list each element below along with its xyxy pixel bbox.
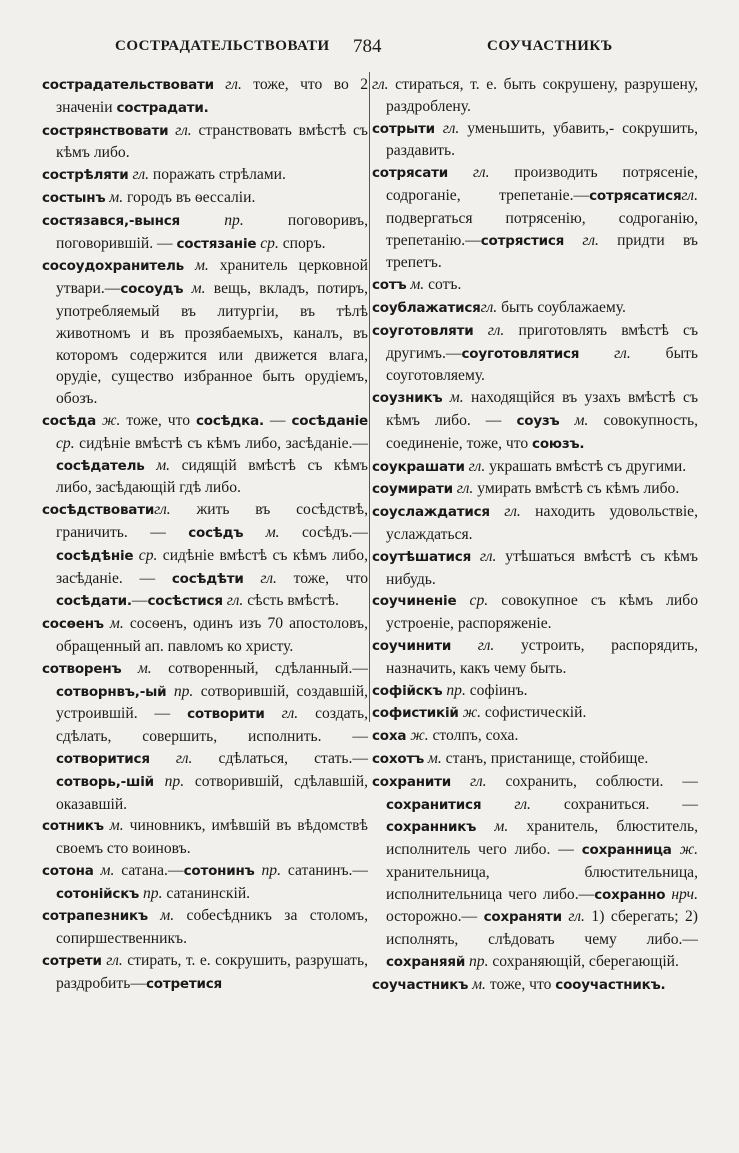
headword: сотникъ	[42, 818, 104, 835]
headword: сотонинъ	[183, 862, 255, 879]
part-of-speech: м.	[144, 456, 171, 474]
part-of-speech: ж.	[96, 411, 121, 429]
headword: сосѣдка.	[195, 412, 264, 429]
headword: софійскъ	[372, 682, 443, 699]
definition-text: находящійся въ узахъ вмѣстѣ съ кѣмъ либо. —	[386, 389, 699, 429]
definition-text: сатанинъ.—	[280, 861, 369, 879]
headword: сотретися	[145, 975, 223, 992]
headword: состязався,-вынся	[42, 212, 181, 229]
dictionary-entry	[42, 120, 368, 165]
part-of-speech: ж.	[671, 841, 698, 859]
dictionary-entry	[372, 590, 698, 635]
definition-text: подвергаться потрясенію, содроганію, трепетанію.—	[386, 209, 698, 249]
left-column	[42, 74, 368, 996]
part-of-speech: пр.	[139, 884, 163, 902]
page-number: 784	[353, 36, 382, 57]
headword: сострадательствовати	[42, 77, 214, 93]
part-of-speech: м.	[184, 257, 209, 275]
right-column	[372, 74, 698, 997]
headword: сохотъ	[372, 750, 425, 767]
definition-text: хранитель, блюститель, исполнитель чего либо. —	[386, 818, 698, 859]
column-divider	[369, 72, 370, 722]
part-of-speech: гл.	[434, 119, 460, 137]
definition-text: сатана.—	[114, 861, 184, 879]
definition-text: стираться, т. е. быть сокрушену, разрушену, раздроблену.	[386, 76, 698, 115]
definition-text: поражать стрѣлами.	[149, 166, 286, 184]
part-of-speech: пр.	[465, 953, 489, 971]
headword: сосѣданіе	[291, 412, 368, 429]
definition-text: быть соублажаему.	[497, 298, 626, 316]
part-of-speech: ср.	[456, 592, 489, 610]
dictionary-entry	[372, 748, 698, 771]
headword: сохранница	[581, 842, 672, 859]
part-of-speech: пр.	[153, 772, 185, 790]
dictionary-entry	[372, 974, 698, 997]
headword: сохраняти	[483, 909, 562, 926]
headword: сотона	[42, 862, 94, 879]
definition-text: сотъ.	[424, 276, 462, 294]
part-of-speech: гл.	[101, 952, 123, 970]
part-of-speech: м.	[121, 659, 152, 677]
part-of-speech: гл.	[154, 501, 171, 519]
definition-text: сохраняющій, сберегающій.	[488, 953, 679, 971]
part-of-speech: гл.	[213, 76, 242, 93]
dictionary-entry	[42, 613, 368, 658]
headword: сосѣда	[42, 412, 97, 429]
part-of-speech: гл.	[128, 166, 150, 184]
dictionary-entry	[42, 74, 368, 120]
part-of-speech: м.	[476, 818, 509, 836]
definition-text: сидѣніе вмѣстѣ съ кѣмъ либо, засѣданіе.—	[74, 434, 368, 452]
headword: сосѣдѣніе	[56, 547, 134, 564]
definition-text: чиновникъ, имѣвшій въ вѣдомствѣ своемъ сто воиновъ.	[56, 817, 368, 858]
headword: сохранникъ	[386, 819, 477, 836]
definition-text: хранительница, блюстительница, исполнительница чего либо.—	[386, 863, 698, 903]
definition-text: сидящій вмѣстѣ съ кѣмъ либо, засѣдающій гдѣ либо.	[56, 456, 368, 497]
definition-text: осторожно.—	[386, 908, 484, 926]
dictionary-entry	[372, 320, 698, 387]
headword: соучиненіе	[372, 593, 457, 610]
part-of-speech: м.	[243, 523, 280, 541]
headword: сотрапезникъ	[42, 908, 148, 925]
part-of-speech: ср.	[256, 234, 279, 252]
part-of-speech: гл.	[481, 795, 531, 813]
part-of-speech: м.	[406, 276, 425, 294]
definition-text: странствовать вмѣстѣ съ кѣмъ либо.	[56, 121, 368, 162]
part-of-speech: пр.	[166, 682, 194, 700]
definition-text: тоже, что	[485, 975, 556, 993]
part-of-speech: м.	[442, 389, 464, 407]
definition-text: софіинъ.	[465, 681, 528, 699]
part-of-speech: м.	[559, 411, 589, 429]
part-of-speech: гл.	[480, 298, 498, 316]
part-of-speech: м.	[183, 280, 206, 298]
part-of-speech: гл.	[451, 772, 487, 790]
definition-text: споръ.	[278, 234, 326, 252]
dictionary-entry	[372, 74, 698, 118]
dictionary-entry	[42, 905, 368, 950]
headword: соха	[372, 728, 407, 745]
definition-text: городъ въ ѳессаліи.	[123, 188, 256, 206]
definition-text: сосѣдъ.—	[279, 523, 368, 541]
definition-text: софистическій.	[480, 704, 587, 722]
part-of-speech: гл.	[264, 705, 299, 723]
headword: сотворитися	[56, 750, 150, 767]
dictionary-entry	[372, 702, 698, 725]
running-head-left: СОСТРАДАТЕЛЬСТВОВАТИ	[115, 38, 330, 54]
definition-text: тоже, что	[120, 411, 196, 429]
dictionary-entry	[42, 187, 368, 210]
headword: соучинити	[372, 637, 452, 654]
headword: сотрясати	[372, 165, 449, 182]
headword: сотворенъ	[42, 660, 122, 677]
headword: сохраняяй	[386, 954, 466, 971]
part-of-speech: гл.	[451, 636, 495, 654]
dictionary-entry	[42, 410, 368, 499]
definition-text: находить удовольствіе, услаждаться.	[386, 503, 698, 543]
definition-text: совокупность, соединеніе, тоже, что	[386, 411, 698, 452]
headword: сотворити	[187, 706, 265, 723]
definition-text: сосѳенъ, одинъ изъ 70 апостоловъ, обращенный ап. павломъ ко христу.	[56, 615, 369, 655]
definition-text: сотворившій, сдѣлавшій, оказавшій.	[56, 772, 368, 813]
definition-text: устроить, распорядить, назначить, какъ чему быть.	[386, 636, 698, 677]
headword: сосѣдъ	[188, 524, 244, 541]
headword: соукрашати	[372, 458, 465, 475]
definition-text: умирать вмѣстѣ съ кѣмъ либо.	[473, 480, 680, 498]
headword: сотрети	[42, 953, 102, 970]
definition-text: станъ, пристанище, стойбище.	[441, 749, 649, 767]
definition-text: тоже, что во 2 значеніи	[56, 76, 368, 116]
part-of-speech: гл.	[372, 76, 389, 93]
headword: сосоудъ	[120, 281, 184, 298]
definition-text: —	[263, 411, 292, 429]
headword: соуготовлятися	[461, 345, 580, 362]
definition-text: украшать вмѣстѣ съ другими.	[485, 457, 687, 475]
part-of-speech: м.	[103, 817, 124, 835]
part-of-speech: ж.	[406, 727, 429, 745]
part-of-speech: м.	[424, 749, 442, 767]
headword: соуслаждатися	[372, 504, 490, 521]
definition-text: стирать, т. е. сокрушить, разрушать, раздробить—	[56, 952, 368, 992]
headword: сотворь,-шій	[56, 773, 154, 790]
headword: сострянствовати	[42, 122, 169, 139]
part-of-speech: ж.	[458, 704, 481, 722]
part-of-speech: ср.	[133, 546, 158, 564]
definition-text: вещь, вкладъ, потиръ, употребляемый въ литургіи, въ тѣлѣ животномъ и въ прозябаемыхъ, каналъ, въ которомъ содержится или движется влага, орудіе, существо избранное быть орудіемъ, обозъ.	[56, 280, 368, 408]
dictionary-entry	[42, 815, 368, 860]
part-of-speech: гл.	[473, 321, 505, 339]
headword: сострадати.	[116, 99, 209, 116]
definition-text: сохранить, соблюсти. —	[486, 772, 698, 790]
headword: соутѣшатися	[372, 548, 472, 565]
part-of-speech: м.	[93, 861, 115, 879]
dictionary-entry	[372, 725, 698, 748]
headword: сохранитися	[386, 796, 482, 813]
headword: сотрястися	[480, 232, 565, 249]
headword: соучастникъ	[372, 976, 469, 993]
part-of-speech: ср.	[56, 434, 75, 452]
headword: состынъ	[42, 189, 106, 206]
definition-text: хранитель церковной утвари.—	[56, 257, 368, 298]
part-of-speech: нрч.	[665, 885, 698, 903]
definition-text: сѣсть вмѣстѣ.	[243, 592, 339, 610]
part-of-speech: гл.	[222, 592, 244, 610]
part-of-speech: гл.	[579, 344, 631, 362]
headword: сосѣдѣти	[171, 570, 244, 587]
definition-text: придти въ трепетъ.	[386, 231, 698, 272]
headword: сохранити	[372, 773, 452, 790]
headword: софистикій	[372, 705, 459, 722]
definition-text: поговоривъ, поговорившій. —	[56, 211, 368, 252]
part-of-speech: гл.	[448, 164, 490, 182]
part-of-speech: гл.	[561, 908, 585, 926]
headword: сосѣстися	[147, 593, 223, 610]
headword: соублажатися	[372, 299, 481, 316]
definition-text: приготовлять вмѣстѣ съ другимъ.—	[386, 321, 699, 362]
dictionary-entry	[42, 499, 368, 613]
headword: сосѣдствовати	[42, 502, 155, 519]
dictionary-entry	[372, 118, 698, 163]
definition-text: жить въ сосѣдствѣ, граничить. —	[56, 501, 368, 541]
headword: сотрыти	[372, 120, 435, 137]
running-head-right: СОУЧАСТНИКЪ	[487, 38, 613, 54]
definition-text: сатанинскій.	[162, 884, 251, 902]
definition-text: 1) сберегать; 2) исполнять, слѣдовать чему либо.—	[386, 908, 698, 949]
part-of-speech: м.	[103, 615, 124, 633]
definition-text: быть соуготовляему.	[386, 344, 698, 385]
dictionary-entry	[372, 162, 698, 274]
part-of-speech: гл.	[564, 231, 599, 249]
definition-text: сидѣніе вмѣстѣ съ кѣмъ либо, засѣданіе. —	[56, 546, 368, 587]
dictionary-entry	[42, 658, 368, 816]
definition-text: сотворенный, сдѣланный.—	[151, 659, 368, 677]
part-of-speech: м.	[468, 975, 486, 993]
headword: союзъ.	[532, 435, 585, 452]
part-of-speech: пр.	[180, 211, 244, 229]
headword: сосѣдатель	[56, 457, 145, 474]
headword: сострѣляти	[42, 167, 129, 184]
part-of-speech: гл.	[452, 480, 474, 498]
part-of-speech: гл.	[489, 503, 521, 521]
dictionary-entry	[372, 680, 698, 703]
part-of-speech: гл.	[149, 749, 193, 767]
part-of-speech: гл.	[464, 457, 486, 475]
part-of-speech: гл.	[168, 121, 192, 139]
definition-text: создать, сдѣлать, совершить, исполнить. —	[56, 705, 368, 746]
headword: соузъ	[516, 412, 560, 429]
dictionary-entry	[42, 210, 368, 256]
headword: соумирати	[372, 481, 453, 498]
dictionary-entry	[42, 950, 368, 996]
definition-text: уменьшить, убавить,- сокрушить, раздавить.	[386, 119, 698, 160]
definition-text: производить потрясеніе, содроганіе, трепетаніе.—	[386, 164, 698, 204]
dictionary-entry	[372, 546, 698, 591]
definition-text: столпъ, соха.	[428, 727, 519, 745]
definition-text: совокупное съ кѣмъ либо устроеніе, распоряженіе.	[386, 592, 699, 633]
dictionary-entry	[372, 274, 698, 297]
headword: состязаніе	[176, 235, 257, 252]
dictionary-entry	[42, 860, 368, 906]
definition-text: собесѣдникъ за столомъ, сопиршественникъ.	[56, 907, 368, 948]
dictionary-entry	[372, 387, 698, 455]
dictionary-entry	[372, 501, 698, 546]
headword: сотонійскъ	[56, 885, 140, 902]
headword: сосѣдати.	[56, 593, 132, 610]
dictionary-entry	[42, 255, 368, 410]
part-of-speech: пр.	[442, 681, 466, 699]
part-of-speech: пр.	[254, 861, 281, 879]
definition-text: —	[131, 592, 148, 610]
dictionary-entry	[372, 478, 698, 501]
part-of-speech: гл.	[471, 547, 497, 565]
part-of-speech: гл.	[681, 186, 698, 204]
headword: сотрясатися	[589, 187, 682, 204]
part-of-speech: гл.	[243, 569, 277, 587]
definition-text: сдѣлаться, стать.—	[192, 749, 368, 767]
dictionary-entry	[372, 771, 698, 974]
part-of-speech: м.	[147, 907, 175, 925]
headword: сохранно	[594, 886, 666, 903]
headword: сосѳенъ	[42, 616, 104, 633]
dictionary-entry	[372, 456, 698, 479]
dictionary-entry	[372, 635, 698, 680]
part-of-speech: м.	[105, 188, 124, 206]
definition-text: сохраниться. —	[530, 795, 698, 813]
definition-text: сотворившій, создавшій, устроившій. —	[56, 682, 368, 723]
page-header	[95, 34, 695, 60]
definition-text: тоже, что	[276, 569, 368, 587]
headword: сосоудохранитель	[42, 258, 185, 275]
headword: соуготовляти	[372, 322, 474, 339]
headword: соузникъ	[372, 390, 443, 407]
headword: сооучастникъ.	[555, 976, 666, 993]
dictionary-entry	[372, 297, 698, 320]
definition-text: утѣшаться вмѣстѣ съ кѣмъ нибудь.	[386, 547, 698, 588]
dictionary-entry	[42, 164, 368, 187]
headword: сотворнвъ,-ый	[56, 683, 167, 700]
headword: сотъ	[372, 277, 407, 294]
